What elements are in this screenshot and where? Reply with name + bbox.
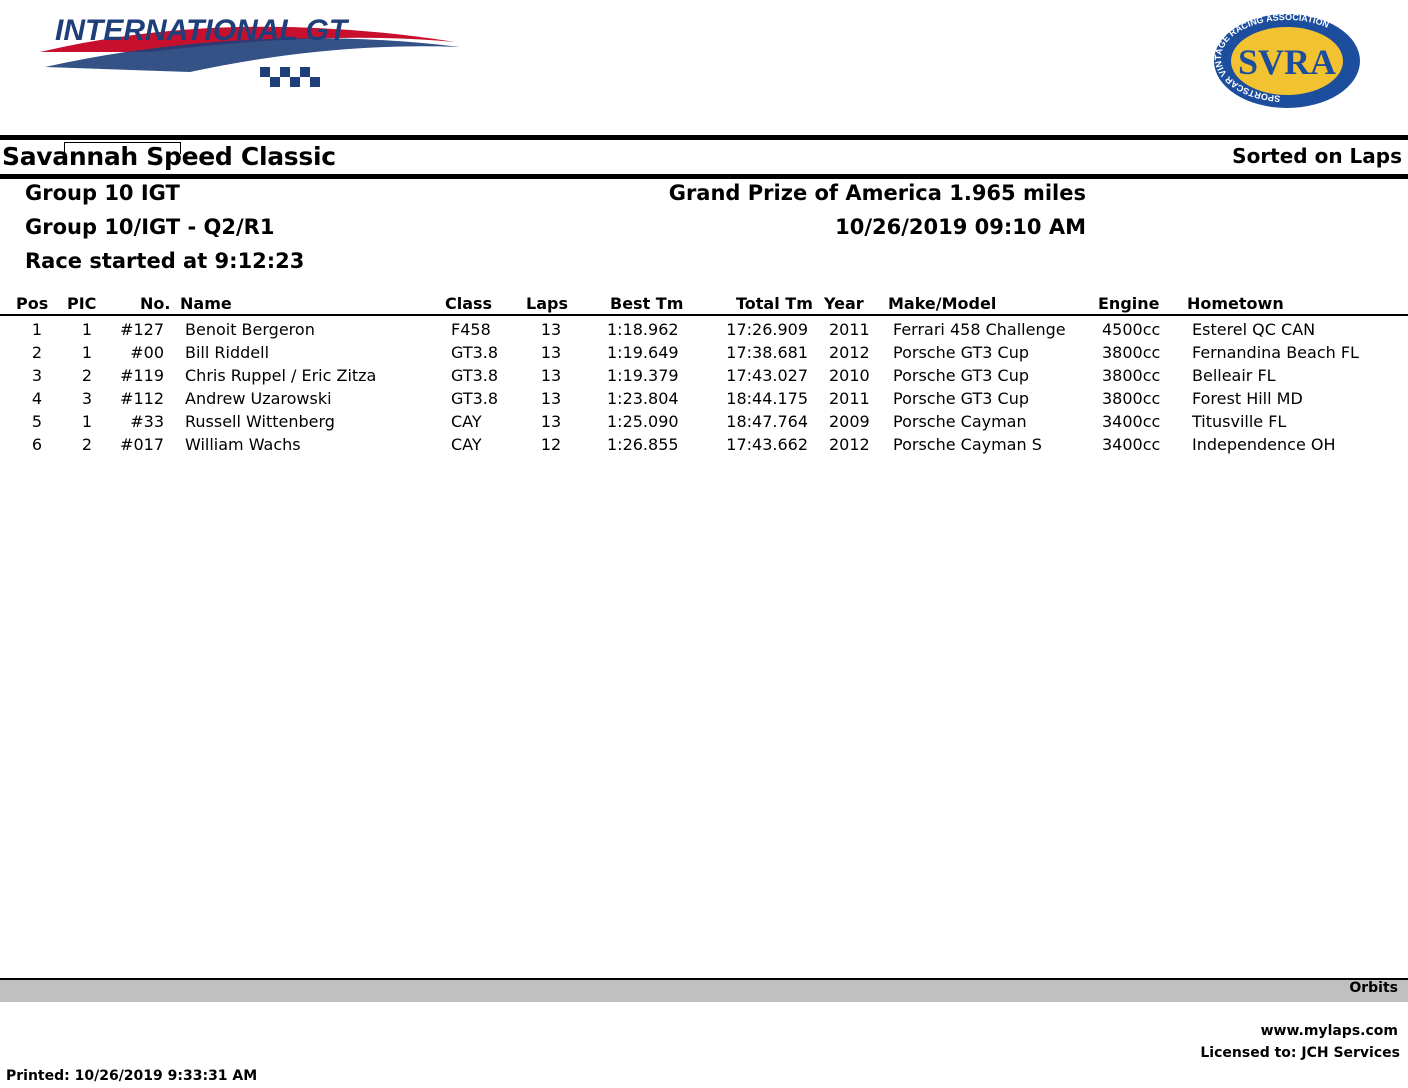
table-row [0, 435, 1408, 458]
sort-label: Sorted on Laps [1232, 144, 1402, 168]
cell-laps: 13 [540, 320, 562, 339]
cell-make-model: Porsche Cayman S [893, 435, 1042, 454]
race-start-time: Race started at 9:12:23 [25, 249, 305, 273]
cell-pic: 1 [81, 412, 93, 431]
cell-number: #127 [120, 320, 164, 339]
footer-brand: Orbits [1349, 980, 1398, 996]
cell-number: #00 [130, 343, 164, 362]
col-header-year: Year [824, 294, 864, 313]
cell-total-time: 17:38.681 [726, 343, 808, 362]
cell-make-model: Porsche GT3 Cup [893, 366, 1029, 385]
footer-printed-timestamp: Printed: 10/26/2019 9:33:31 AM [6, 1068, 258, 1084]
igt-logo-text: INTERNATIONAL GT [55, 14, 348, 47]
cell-pos: 4 [31, 389, 43, 408]
cell-name: Andrew Uzarowski [185, 389, 332, 408]
cell-laps: 13 [540, 366, 562, 385]
cell-class: GT3.8 [451, 343, 499, 362]
col-header-make-model: Make/Model [888, 294, 997, 313]
igt-logo-graphic [30, 12, 470, 102]
cell-year: 2010 [829, 366, 870, 385]
cell-pic: 2 [81, 366, 93, 385]
cell-year: 2012 [829, 343, 870, 362]
footer-band [0, 978, 1408, 1002]
cell-engine: 3400cc [1102, 435, 1161, 454]
cell-laps: 12 [540, 435, 562, 454]
cell-make-model: Ferrari 458 Challenge [893, 320, 1066, 339]
cell-class: GT3.8 [451, 389, 499, 408]
cell-class: CAY [451, 435, 482, 454]
cell-year: 2011 [829, 389, 870, 408]
table-row [0, 320, 1408, 343]
col-header-engine: Engine [1098, 294, 1160, 313]
international-gt-logo [30, 12, 470, 102]
cell-make-model: Porsche GT3 Cup [893, 343, 1029, 362]
session-name: Group 10/IGT - Q2/R1 [25, 215, 275, 239]
col-header-pic: PIC [67, 294, 97, 313]
svra-logo-graphic [1212, 12, 1362, 110]
cell-best-time: 1:19.649 [607, 343, 679, 362]
table-row [0, 412, 1408, 435]
col-header-class: Class [445, 294, 493, 313]
group-name: Group 10 IGT [25, 181, 180, 205]
cell-hometown: Titusville FL [1192, 412, 1287, 431]
cell-pic: 3 [81, 389, 93, 408]
cell-engine: 3800cc [1102, 343, 1161, 362]
col-header-number: No. [140, 294, 171, 313]
cell-name: Russell Wittenberg [185, 412, 335, 431]
cell-class: F458 [451, 320, 491, 339]
cell-year: 2009 [829, 412, 870, 431]
cell-best-time: 1:23.804 [607, 389, 679, 408]
cell-year: 2011 [829, 320, 870, 339]
footer-license: Licensed to: JCH Services [1200, 1045, 1400, 1061]
col-header-laps: Laps [526, 294, 568, 313]
cell-engine: 4500cc [1102, 320, 1161, 339]
header-bottom-rule [0, 174, 1408, 179]
cell-hometown: Fernandina Beach FL [1192, 343, 1359, 362]
col-header-total-time: Total Tm [736, 294, 813, 313]
cell-total-time: 17:43.662 [726, 435, 808, 454]
cell-engine: 3800cc [1102, 389, 1161, 408]
cell-name: Bill Riddell [185, 343, 270, 362]
header-top-rule [0, 135, 1408, 140]
cell-name: Chris Ruppel / Eric Zitza [185, 366, 377, 385]
cell-make-model: Porsche Cayman [893, 412, 1027, 431]
cell-laps: 13 [540, 389, 562, 408]
cell-name: Benoit Bergeron [185, 320, 315, 339]
cell-number: #017 [120, 435, 164, 454]
cell-total-time: 18:47.764 [726, 412, 808, 431]
table-row [0, 366, 1408, 389]
cell-number: #33 [130, 412, 164, 431]
cell-pos: 1 [31, 320, 43, 339]
cell-year: 2012 [829, 435, 870, 454]
svra-logo [1212, 12, 1362, 110]
cell-best-time: 1:26.855 [607, 435, 679, 454]
cell-pos: 6 [31, 435, 43, 454]
cell-pos: 3 [31, 366, 43, 385]
col-header-hometown: Hometown [1187, 294, 1284, 313]
col-header-best-time: Best Tm [610, 294, 684, 313]
session-date: 10/26/2019 09:10 AM [835, 215, 1086, 239]
cell-total-time: 17:43.027 [726, 366, 808, 385]
event-title: Savannah Speed Classic [2, 142, 336, 171]
table-row [0, 343, 1408, 366]
cell-best-time: 1:25.090 [607, 412, 679, 431]
cell-hometown: Esterel QC CAN [1192, 320, 1316, 339]
col-header-name: Name [180, 294, 232, 313]
svra-logo-text: SVRA [1237, 42, 1337, 82]
footer-url: www.mylaps.com [1260, 1023, 1398, 1039]
cell-laps: 13 [540, 343, 562, 362]
cell-pic: 1 [81, 320, 93, 339]
table-row [0, 389, 1408, 412]
cell-engine: 3800cc [1102, 366, 1161, 385]
col-header-pos: Pos [16, 294, 49, 313]
cell-pic: 1 [81, 343, 93, 362]
cell-best-time: 1:18.962 [607, 320, 679, 339]
table-header-rule [0, 314, 1408, 316]
cell-class: GT3.8 [451, 366, 499, 385]
cell-class: CAY [451, 412, 482, 431]
cell-engine: 3400cc [1102, 412, 1161, 431]
cell-laps: 13 [540, 412, 562, 431]
cell-pos: 2 [31, 343, 43, 362]
cell-hometown: Forest Hill MD [1192, 389, 1303, 408]
cell-pos: 5 [31, 412, 43, 431]
cell-total-time: 17:26.909 [726, 320, 808, 339]
cell-hometown: Belleair FL [1192, 366, 1276, 385]
cell-make-model: Porsche GT3 Cup [893, 389, 1029, 408]
cell-name: William Wachs [185, 435, 301, 454]
cell-best-time: 1:19.379 [607, 366, 679, 385]
cell-number: #112 [120, 389, 164, 408]
svra-ring-text: SPORTSCAR VINTAGE RACING ASSOCIATION [1213, 12, 1331, 104]
cell-pic: 2 [81, 435, 93, 454]
cell-total-time: 18:44.175 [726, 389, 808, 408]
cell-hometown: Independence OH [1192, 435, 1336, 454]
track-name: Grand Prize of America 1.965 miles [668, 181, 1086, 205]
cell-number: #119 [120, 366, 164, 385]
